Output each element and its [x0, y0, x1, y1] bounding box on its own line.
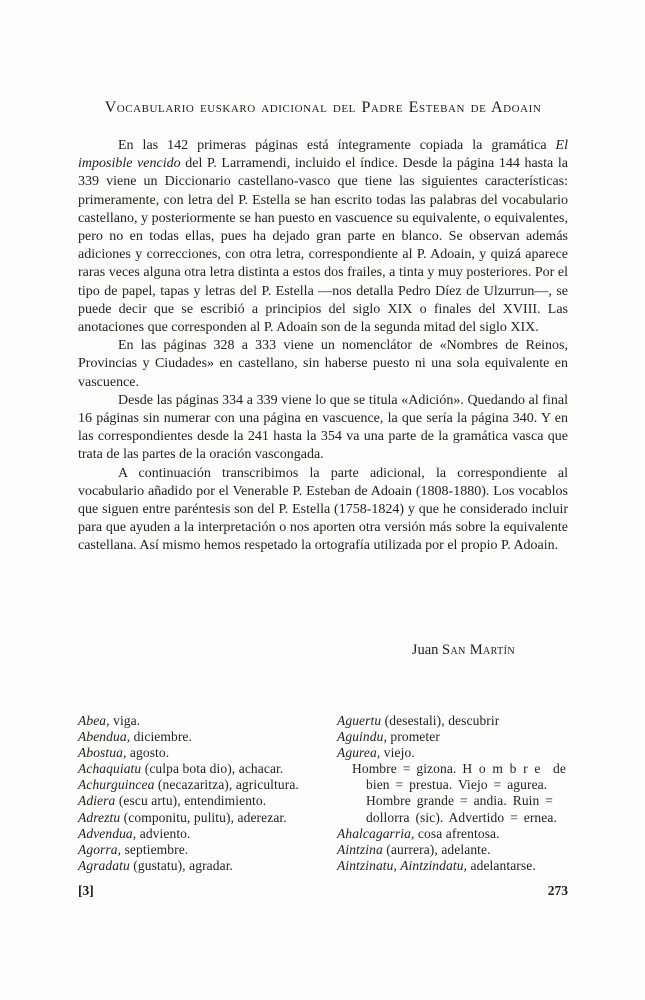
- vocab-right-column: [337, 713, 568, 874]
- vocab-entry: [78, 729, 337, 745]
- vocab-entry: [78, 745, 337, 761]
- page-title: Vocabulario euskaro adicional del Padre Esteban de Adoain: [104, 99, 542, 116]
- vocab-entry: [78, 713, 337, 729]
- text-segment: viejo.: [380, 745, 415, 761]
- text-segment: (desestali), descubrir: [381, 713, 500, 728]
- text-segment: de: [547, 761, 566, 777]
- signature: [78, 642, 568, 659]
- basque-term: Abendua,: [78, 729, 131, 745]
- vocab-entry: [337, 826, 568, 842]
- vocab-entry: [337, 729, 568, 745]
- basque-term: Aguertu: [337, 713, 382, 728]
- vocab-entry: [337, 777, 568, 793]
- text-segment: dollorra (sic). Advertido = ernea.: [366, 809, 557, 825]
- basque-term: Agurea,: [337, 745, 381, 761]
- basque-term: Adreztu: [78, 809, 121, 825]
- basque-term: Aintzinatu, Aintzindatu,: [337, 857, 468, 873]
- text-segment: viga.: [109, 713, 141, 728]
- text-segment: Hombre: [462, 761, 548, 777]
- basque-term: El imposible vencido: [78, 138, 568, 172]
- text-segment: bien = prestua. Viejo = agurea.: [366, 777, 548, 793]
- text-segment: (aurrera), adelante.: [382, 841, 491, 857]
- basque-term: Ahalcagarria,: [337, 825, 415, 841]
- text-segment: (culpa bota dio), achacar.: [141, 761, 284, 777]
- basque-term: Abea,: [78, 713, 110, 728]
- paragraph: [78, 337, 568, 392]
- basque-term: Agradatu: [78, 857, 130, 873]
- author-name: [412, 642, 515, 659]
- vocabulary-list: [78, 713, 568, 874]
- text-segment: En las 142 primeras páginas está íntegramente copiada la gramática: [118, 138, 556, 153]
- vocab-entry: [337, 793, 568, 809]
- text-segment: (gustatu), agradar.: [129, 857, 234, 873]
- text-segment: Hombre = gizona.: [352, 761, 463, 777]
- page-number: 273: [547, 883, 568, 898]
- basque-term: Adiera: [78, 793, 116, 809]
- author-first-name: Juan: [411, 642, 443, 658]
- basque-term: Agorra,: [78, 841, 122, 857]
- vocab-entry: [78, 810, 337, 826]
- text-segment: diciembre.: [130, 729, 192, 745]
- vocab-entry: [337, 713, 568, 729]
- text-segment: A continuación transcribimos la parte adicional, la correspondiente al vocabulario añadido por el Venerable P. Esteban de Adoain (1808-1880). Los vocablos que siguen entre paréntesis son del P. Estella (1758-1824) y que he considerado incluir para que ayuden a la interpretación o nos aporten otra versión más sobre la equivalente castellana. Así mismo hemos respetado la ortografía utilizada por el propio P. Adoain.: [78, 465, 568, 554]
- vocab-entry: [78, 793, 337, 809]
- vocab-entry: [337, 842, 568, 858]
- vocab-entry: [337, 745, 568, 761]
- text-segment: En las páginas 328 a 333 viene un nomenclátor de «Nombres de Reinos, Provincias y Ciudades» en castellano, sin haberse puesto ni una sola equivalente en vascuence.: [78, 338, 568, 390]
- paragraph: [78, 465, 568, 556]
- text-segment: (necazaritza), agricultura.: [154, 777, 299, 793]
- basque-term: Abostua,: [78, 745, 127, 761]
- text-segment: cosa afrentosa.: [414, 825, 500, 841]
- basque-term: Advendua,: [78, 825, 137, 841]
- vocab-entry: [337, 858, 568, 874]
- paragraph: [78, 392, 568, 465]
- vocab-entry: [78, 826, 337, 842]
- page-footer: [78, 883, 568, 899]
- text-segment: Hombre grande = andia. Ruin =: [366, 793, 553, 809]
- text-segment: adviento.: [136, 825, 191, 841]
- vocab-entry: [78, 761, 337, 777]
- author-last-name: San Martín: [442, 642, 515, 658]
- vocab-left-column: [78, 713, 337, 874]
- text-segment: del P. Larramendi, incluido el índice. Desde la página 144 hasta la 339 viene un Diccionario castellano-vasco que tiene las siguientes características: primeramente, con letra del P. Estella se han escrito todas las palabras del vocabulario castellano, y posteriormente se han puesto en vascuence su equivalente, o equivalentes, pero no en todas ellas, pues ha dejado gran parte en blanco. Se observan además adiciones y correcciones, con otra letra, correspondiente al P. Adoain, y quizá aparece raras veces alguna otra letra distinta a estos dos frailes, a tinta y muy posteriores. Por el tipo de papel, tapas y letras del P. Estella —nos detalla Pedro Díez de Ulzurrun—, se puede decir que se escribió a principios del siglo XIX o finales del XVIII. Las anotaciones que corresponden al P. Adoain son de la segunda mitad del siglo XIX.: [78, 156, 568, 336]
- vocab-entry: [337, 761, 568, 777]
- article-body: [78, 137, 568, 556]
- paragraph: [78, 137, 568, 337]
- vocab-entry: [78, 858, 337, 874]
- text-segment: (escu artu), entendimiento.: [115, 793, 267, 809]
- text-segment: (componitu, pulitu), aderezar.: [120, 809, 287, 825]
- text-segment: prometer: [386, 729, 440, 745]
- basque-term: Achaquiatu: [78, 761, 142, 777]
- vocab-entry: [78, 777, 337, 793]
- sheet-marker: [3]: [78, 883, 94, 898]
- basque-term: Achurguincea: [78, 777, 155, 793]
- text-segment: adelantarse.: [467, 857, 536, 873]
- vocab-entry: [78, 842, 337, 858]
- basque-term: Aguindu,: [337, 729, 387, 745]
- text-segment: Desde las páginas 334 a 339 viene lo que se titula «Adición». Quedando al final 16 páginas sin numerar con una página en vascuence, la que sería la página 340. Y en las correspondientes desde la 241 hasta la 354 va una parte de la gramática vasca que trata de las partes de la oración vascongada.: [78, 392, 568, 463]
- text-segment: agosto.: [126, 745, 170, 761]
- basque-term: Aintzina: [337, 841, 383, 857]
- vocab-entry: [337, 810, 568, 826]
- text-segment: septiembre.: [121, 841, 189, 857]
